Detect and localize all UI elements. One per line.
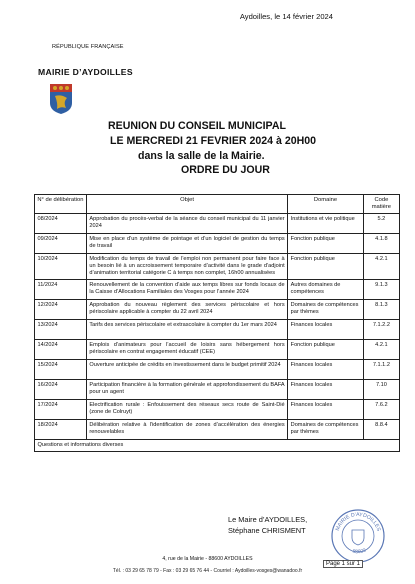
row-code: 7.1.1.2: [363, 360, 399, 380]
questions-row: [35, 440, 400, 452]
row-numero: 12/2024: [35, 300, 87, 320]
header-objet: Objet: [86, 195, 287, 214]
row-objet: Modification du temps de travail de l’emploi non permanent pour faire face à un besoin lié à un accroissement temporaire d’activité dans le grade d’adjoint d’animation territorial catégorie C à temps non complet, 16h00 annualisées: [86, 254, 287, 280]
row-objet: Emplois d’animateurs pour l’accueil de loisirs sans hébergement hors périscolaire en contrat engagement éducatif (CEE): [86, 340, 287, 360]
row-code: 7.1.2.2: [363, 320, 399, 340]
row-code: 7.10: [363, 380, 399, 400]
republique-label: RÉPUBLIQUE FRANÇAISE: [52, 44, 124, 50]
row-domaine: Finances locales: [288, 400, 364, 420]
page-number: Page 1 sur 1: [323, 560, 363, 568]
header-domaine: Domaine: [288, 195, 364, 214]
header-code: Code matière: [363, 195, 399, 214]
row-domaine: Fonction publique: [288, 254, 364, 280]
signature-name: Stéphane CHRISMENT: [228, 525, 306, 535]
table-row: [35, 280, 400, 300]
row-numero: 13/2024: [35, 320, 87, 340]
table-row: [35, 380, 400, 400]
svg-text:88600: [352, 547, 367, 555]
row-numero: 09/2024: [35, 234, 87, 254]
table-row: [35, 300, 400, 320]
row-domaine: Institutions et vie politique: [288, 214, 364, 234]
row-domaine: Finances locales: [288, 380, 364, 400]
row-domaine: Domaines de compétences par thèmes: [288, 300, 364, 320]
table-row: [35, 320, 400, 340]
row-objet: Délibération relative à l’identification de zones d’accélération des énergies renouvelables: [86, 420, 287, 440]
signature-block: [228, 515, 307, 536]
questions-label: Questions et informations diverses: [35, 440, 400, 452]
row-code: 5.2: [363, 214, 399, 234]
row-objet: Renouvellement de la convention d’aide aux temps libres sur fonds locaux de la Caisse d’Allocations Familiales des Vosges pour l’année 2024: [86, 280, 287, 300]
footer-contact: Tél. : 03 29 65 78 79 - Fax : 03 29 65 76 44 - Courriel : Aydoilles-vosges@wanadoo.fr: [112, 568, 303, 574]
mairie-title: MAIRIE D’AYDOILLES: [38, 67, 133, 77]
row-domaine: Fonction publique: [288, 340, 364, 360]
row-domaine: Domaines de compétences par thèmes: [288, 420, 364, 440]
row-domaine: Finances locales: [288, 320, 364, 340]
row-numero: 17/2024: [35, 400, 87, 420]
row-objet: Ouverture anticipée de crédits en investissement dans le budget primitif 2024: [86, 360, 287, 380]
signature-title: Le Maire d’AYDOILLES,: [228, 515, 308, 524]
letter-date: Aydoilles, le 14 février 2024: [239, 12, 333, 21]
row-objet: Mise en place d’un système de pointage et d’un logiciel de gestion du temps de travail: [86, 234, 287, 254]
row-objet: Approbation du nouveau règlement des services périscolaire et hors périscolaire applicable à compter du 22 avril 2024: [86, 300, 287, 320]
row-domaine: Finances locales: [288, 360, 364, 380]
row-code: 8.1.3: [363, 300, 399, 320]
table-row: [35, 340, 400, 360]
row-objet: Approbation du procès-verbal de la séance du conseil municipal du 11 janvier 2024: [86, 214, 287, 234]
stamp-top-text: MAIRIE D’AYDOILLES: [334, 511, 382, 533]
table-header-row: [35, 195, 400, 214]
row-code: 7.6.2: [363, 400, 399, 420]
table-row: [35, 360, 400, 380]
row-code: 4.2.1: [363, 254, 399, 280]
meeting-date: LE MERCREDI 21 FEVRIER 2024 à 20H00: [110, 135, 317, 147]
row-code: 4.2.1: [363, 340, 399, 360]
meeting-title: REUNION DU CONSEIL MUNICIPAL: [108, 120, 286, 132]
row-numero: 18/2024: [35, 420, 87, 440]
header-numero: N° de délibération: [35, 195, 87, 214]
footer-address: 4, rue de la Mairie - 88600 AYDOILLES: [162, 556, 253, 562]
row-objet: Electrification rurale : Enfouissement des réseaux secs route de Saint-Dié (zone de Colruyt): [86, 400, 287, 420]
agenda-heading: ORDRE DU JOUR: [181, 164, 270, 176]
row-code: 8.8.4: [363, 420, 399, 440]
table-row: [35, 400, 400, 420]
row-numero: 08/2024: [35, 214, 87, 234]
table-row: [35, 234, 400, 254]
row-code: 4.1.8: [363, 234, 399, 254]
stamp-bottom-text: 88600: [351, 547, 368, 556]
table-row: [35, 214, 400, 234]
table-row: [35, 420, 400, 440]
meeting-location: dans la salle de la Mairie.: [138, 150, 265, 162]
row-domaine: Autres domaines de compétences: [288, 280, 364, 300]
row-objet: Tarifs des services périscolaire et extrascolaire à compter du 1er mars 2024: [86, 320, 287, 340]
row-objet: Participation financière à la formation générale et approfondissement du BAFA pour un agent: [86, 380, 287, 400]
row-numero: 16/2024: [35, 380, 87, 400]
row-code: 9.1.3: [363, 280, 399, 300]
coat-of-arms-icon: [50, 84, 72, 114]
row-numero: 15/2024: [35, 360, 87, 380]
agenda-table: [34, 194, 400, 452]
table-row: [35, 254, 400, 280]
row-domaine: Fonction publique: [288, 234, 364, 254]
row-numero: 11/2024: [35, 280, 87, 300]
row-numero: 14/2024: [35, 340, 87, 360]
row-numero: 10/2024: [35, 254, 87, 280]
